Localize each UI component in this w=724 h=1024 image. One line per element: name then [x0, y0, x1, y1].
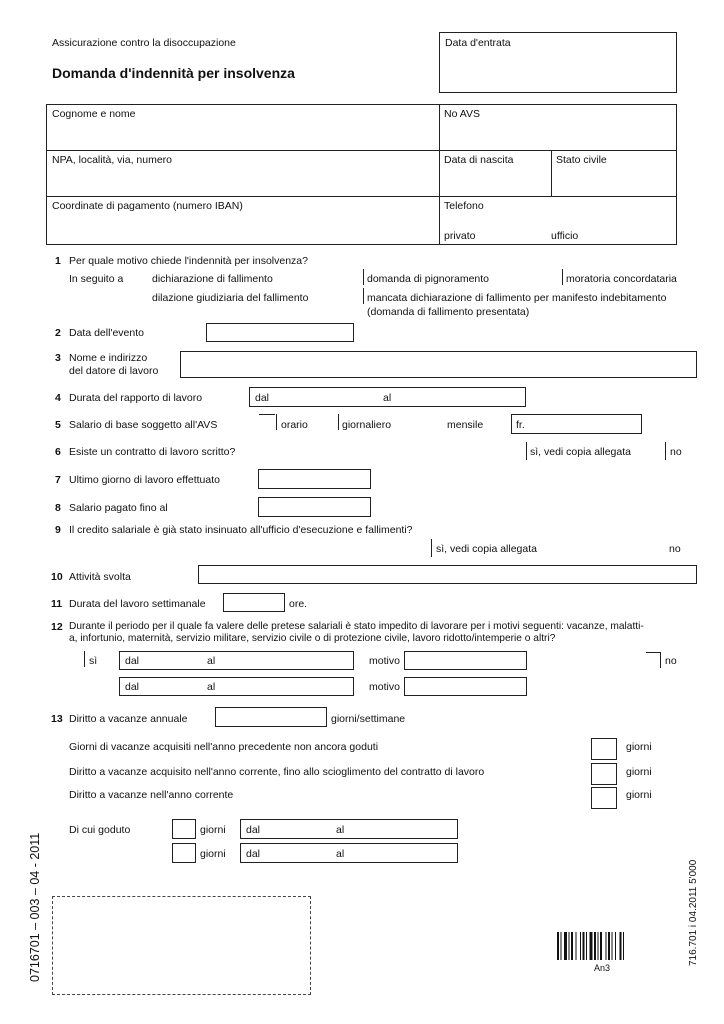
q2-number: 2	[55, 327, 61, 339]
name-field[interactable]: Cognome e nome	[52, 108, 136, 120]
contract-yes-label: sì, vedi copia allegata	[530, 446, 631, 458]
used-vacation-label: Di cui goduto	[69, 824, 131, 836]
q10-number: 10	[51, 571, 63, 583]
absence-period-1-input[interactable]	[119, 651, 354, 670]
q1-option-missing-note: (domanda di fallimento presentata)	[367, 306, 530, 318]
page-title: Domanda d'indennità per insolvenza	[52, 65, 295, 81]
birth-date-field[interactable]: Data di nascita	[444, 154, 514, 166]
currency-label: fr.	[516, 419, 525, 431]
used-1-from-label: dal	[246, 824, 261, 836]
absence-1-from-label: dal	[125, 655, 140, 667]
q13-number: 13	[51, 713, 63, 725]
daily-label: giornaliero	[342, 419, 392, 431]
q1-checkbox-missing[interactable]	[363, 288, 364, 304]
q11-number: 11	[51, 598, 63, 610]
personal-data-grid	[46, 104, 677, 245]
phone-private-field[interactable]: privato	[444, 230, 476, 242]
hours-unit: ore.	[289, 598, 308, 610]
q8-number: 8	[55, 502, 61, 514]
address-field[interactable]: NPA, località, via, numero	[52, 154, 173, 166]
hourly-label: orario	[281, 419, 308, 431]
q1-option-seizure[interactable]: domanda di pignoramento	[367, 273, 490, 285]
q1-option-missing[interactable]: mancata dichiarazione di fallimento per manifesto indebitamento	[367, 292, 667, 304]
q3-number: 3	[55, 352, 61, 364]
employment-from-label: dal	[255, 392, 270, 404]
q1-number: 1	[55, 255, 61, 267]
absence-period-2-input[interactable]	[119, 677, 354, 696]
used-days-1-label: giorni	[200, 824, 226, 836]
used-2-from-label: dal	[246, 848, 261, 860]
salary-amount-input[interactable]	[511, 414, 642, 434]
q5-question: Salario di base soggetto all'AVS	[69, 419, 218, 431]
monthly-label: mensile	[447, 419, 484, 431]
claim-yes-checkbox[interactable]	[431, 539, 432, 557]
iban-field[interactable]: Coordinate di pagamento (numero IBAN)	[52, 200, 243, 212]
q10-question: Attività svolta	[69, 571, 131, 583]
annual-vacation-unit: giorni/settimane	[331, 713, 406, 725]
q1-option-delay[interactable]: dilazione giudiziaria del fallimento	[152, 292, 309, 304]
absence-no-checkbox[interactable]	[660, 652, 661, 668]
used-period-1-input[interactable]	[240, 819, 458, 839]
hourly-checkbox[interactable]	[259, 414, 275, 427]
q5-number: 5	[55, 419, 61, 431]
absence-yes-checkbox[interactable]	[84, 651, 85, 667]
q3-question-line2: del datore di lavoro	[69, 365, 159, 377]
civil-status-field[interactable]: Stato civile	[556, 154, 607, 166]
q12-question-line2: a, infortunio, maternità, servizio militare, servizio civile o di protezione civile, lavoro ridotto/intemperie o altri?	[69, 633, 556, 644]
current-year-acquired-days-label: giorni	[626, 766, 652, 778]
used-1-to-label: al	[336, 824, 345, 836]
q1-option-bankruptcy[interactable]: dichiarazione di fallimento	[152, 273, 273, 285]
q13-question: Diritto a vacanze annuale	[69, 713, 188, 725]
q11-question: Durata del lavoro settimanale	[69, 598, 206, 610]
q9-number: 9	[55, 524, 61, 536]
used-days-1-input[interactable]	[172, 819, 196, 839]
event-date-input[interactable]	[206, 323, 354, 342]
q4-number: 4	[55, 392, 61, 404]
used-2-to-label: al	[336, 848, 345, 860]
daily-checkbox[interactable]	[338, 414, 339, 430]
employer-input[interactable]	[180, 351, 697, 378]
prev-year-vacation-label: Giorni di vacanze acquisiti nell'anno precedente non ancora goduti	[69, 741, 379, 753]
activity-input[interactable]	[198, 565, 697, 584]
stamp-area[interactable]	[52, 896, 311, 995]
q1-prefix: In seguito a	[69, 273, 124, 285]
left-form-code: 0716701 – 003 – 04 - 2011	[28, 832, 42, 982]
q4-question: Durata del rapporto di lavoro	[69, 392, 203, 404]
prev-year-vacation-input[interactable]	[591, 738, 617, 760]
absence-reason-2-input[interactable]	[404, 677, 527, 696]
absence-yes-label: sì	[89, 655, 98, 667]
current-year-vacation-label: Diritto a vacanze nell'anno corrente	[69, 789, 234, 801]
employment-to-label: al	[383, 392, 392, 404]
annual-vacation-input[interactable]	[215, 707, 327, 727]
barcode	[557, 932, 649, 962]
absence-2-to-label: al	[207, 681, 216, 693]
absence-no-label: no	[665, 655, 677, 667]
q8-question: Salario pagato fino al	[69, 502, 168, 514]
contract-no-checkbox[interactable]	[665, 442, 666, 460]
q1-checkbox-moratorium[interactable]	[562, 269, 563, 285]
absence-1-reason-label: motivo	[369, 655, 400, 667]
entry-date-box[interactable]	[439, 32, 677, 93]
claim-no-label[interactable]: no	[669, 543, 681, 555]
current-year-vacation-input[interactable]	[591, 787, 617, 809]
entry-date-label: Data d'entrata	[445, 37, 511, 49]
current-year-acquired-input[interactable]	[591, 763, 617, 785]
contract-no-label: no	[670, 446, 682, 458]
absence-1-to-label: al	[207, 655, 216, 667]
barcode-label: An3	[594, 963, 611, 973]
contract-yes-checkbox[interactable]	[526, 442, 527, 460]
q7-number: 7	[55, 474, 61, 486]
absence-2-from-label: dal	[125, 681, 140, 693]
prev-year-days-label: giorni	[626, 741, 652, 753]
right-form-code: 716.701 i 04.2011 5'000	[688, 859, 699, 966]
current-year-acquired-label: Diritto a vacanze acquisito nell'anno corrente, fino allo scioglimento del contratto di lavoro	[69, 766, 485, 778]
q1-option-moratorium[interactable]: moratoria concordataria	[566, 273, 677, 285]
used-period-2-input[interactable]	[240, 843, 458, 863]
q3-question-line1: Nome e indirizzo	[69, 352, 148, 364]
q7-question: Ultimo giorno di lavoro effettuato	[69, 474, 220, 486]
q1-checkbox-seizure[interactable]	[363, 269, 364, 285]
last-work-day-input[interactable]	[258, 469, 371, 489]
q12-question-line1: Durante il periodo per il quale fa valere delle pretese salariali è stato impedito di lavorare per i motivi seguenti: vacanze, malatti-	[69, 621, 644, 632]
used-days-2-label: giorni	[200, 848, 226, 860]
phone-label: Telefono	[444, 200, 484, 212]
q6-number: 6	[55, 446, 61, 458]
phone-office-field[interactable]: ufficio	[551, 230, 579, 242]
salary-paid-until-input[interactable]	[258, 497, 371, 517]
absence-2-reason-label: motivo	[369, 681, 400, 693]
q9-question: Il credito salariale è già stato insinuato all'ufficio d'esecuzione e fallimenti?	[69, 524, 413, 536]
q1-question: Per quale motivo chiede l'indennità per insolvenza?	[69, 255, 308, 267]
q6-question: Esiste un contratto di lavoro scritto?	[69, 446, 236, 458]
avs-field[interactable]: No AVS	[444, 108, 480, 120]
q2-question: Data dell'evento	[69, 327, 144, 339]
used-days-2-input[interactable]	[172, 843, 196, 863]
claim-yes-label: sì, vedi copia allegata	[436, 543, 537, 555]
q12-number: 12	[51, 621, 63, 633]
employment-period-input[interactable]	[249, 387, 526, 407]
absence-reason-1-input[interactable]	[404, 651, 527, 670]
weekly-hours-input[interactable]	[223, 593, 285, 612]
org-name: Assicurazione contro la disoccupazione	[52, 37, 236, 49]
current-year-days-label: giorni	[626, 789, 652, 801]
